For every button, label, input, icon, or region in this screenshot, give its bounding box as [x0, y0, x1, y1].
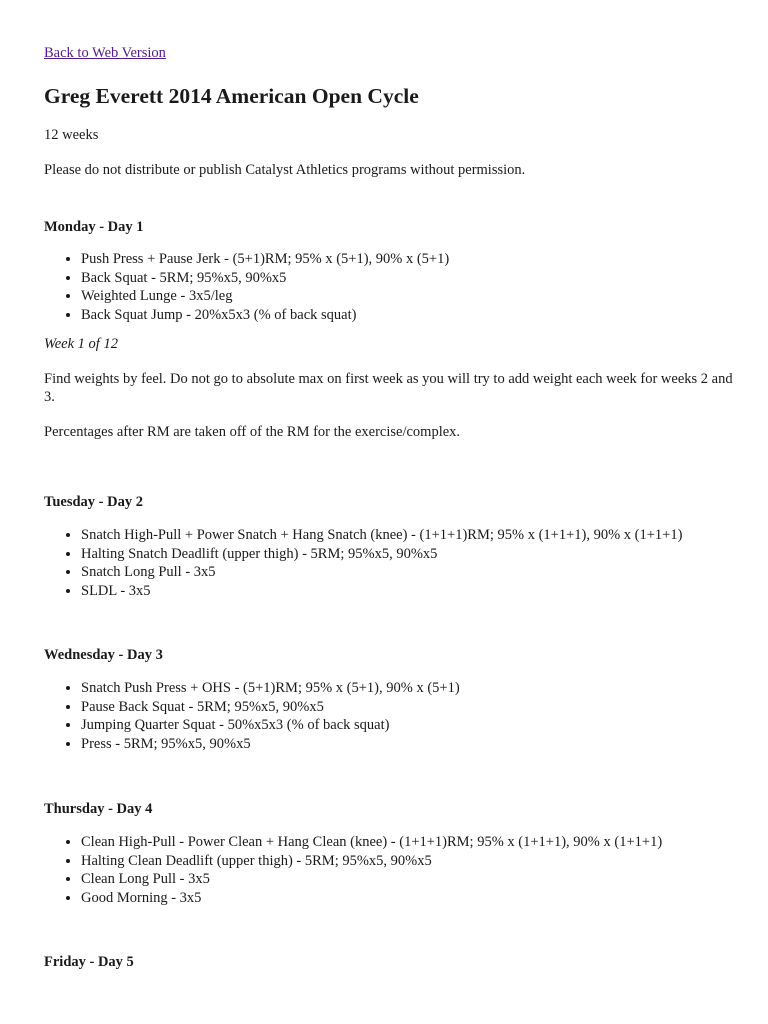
list-item: • Clean High-Pull - Power Clean + Hang Clean (knee) - (1+1+1)RM; 95% x (1+1+1), 90% x (1+1+1): [81, 833, 662, 852]
list-item: • Clean Long Pull - 3x5: [81, 870, 662, 889]
list-item: • Back Squat - 5RM; 95%x5, 90%x5: [81, 269, 449, 288]
exercise-list-thursday: [44, 833, 662, 907]
list-item: • Press - 5RM; 95%x5, 90%x5: [81, 735, 460, 754]
exercise-list-monday: [44, 250, 449, 324]
list-item: • SLDL - 3x5: [81, 582, 682, 601]
page-title: Greg Everett 2014 American Open Cycle: [44, 84, 419, 108]
list-item: • Pause Back Squat - 5RM; 95%x5, 90%x5: [81, 698, 460, 717]
back-to-web-version-link[interactable]: Back to Web Version: [44, 45, 166, 61]
list-item: • Snatch High-Pull + Power Snatch + Hang Snatch (knee) - (1+1+1)RM; 95% x (1+1+1), 90% x (1+1+1): [81, 526, 682, 545]
list-item: • Snatch Long Pull - 3x5: [81, 563, 682, 582]
week-note-text: Find weights by feel. Do not go to absolute max on first week as you will try to add weight each week for weeks 2 and 3.: [44, 371, 733, 405]
list-item: • Jumping Quarter Squat - 50%x5x3 (% of back squat): [81, 716, 460, 735]
disclaimer-text: Please do not distribute or publish Catalyst Athletics programs without permission.: [44, 162, 526, 178]
program-duration: 12 weeks: [44, 127, 99, 143]
day-heading-wednesday: Wednesday - Day 3: [44, 647, 163, 663]
list-item: • Halting Snatch Deadlift (upper thigh) - 5RM; 95%x5, 90%x5: [81, 545, 682, 564]
list-item: • Halting Clean Deadlift (upper thigh) - 5RM; 95%x5, 90%x5: [81, 852, 662, 871]
day-heading-thursday: Thursday - Day 4: [44, 801, 153, 817]
list-item: • Weighted Lunge - 3x5/leg: [81, 287, 449, 306]
day-heading-monday: Monday - Day 1: [44, 219, 144, 235]
day-heading-friday: Friday - Day 5: [44, 954, 134, 970]
exercise-list-wednesday: [44, 679, 460, 753]
percentage-note-text: Percentages after RM are taken off of the RM for the exercise/complex.: [44, 424, 461, 440]
day-heading-tuesday: Tuesday - Day 2: [44, 494, 143, 510]
list-item: • Back Squat Jump - 20%x5x3 (% of back squat): [81, 306, 449, 325]
week-label: Week 1 of 12: [44, 336, 118, 352]
list-item: • Good Morning - 3x5: [81, 889, 662, 908]
list-item: • Push Press + Pause Jerk - (5+1)RM; 95% x (5+1), 90% x (5+1): [81, 250, 449, 269]
list-item: • Snatch Push Press + OHS - (5+1)RM; 95% x (5+1), 90% x (5+1): [81, 679, 460, 698]
exercise-list-tuesday: [44, 526, 682, 600]
